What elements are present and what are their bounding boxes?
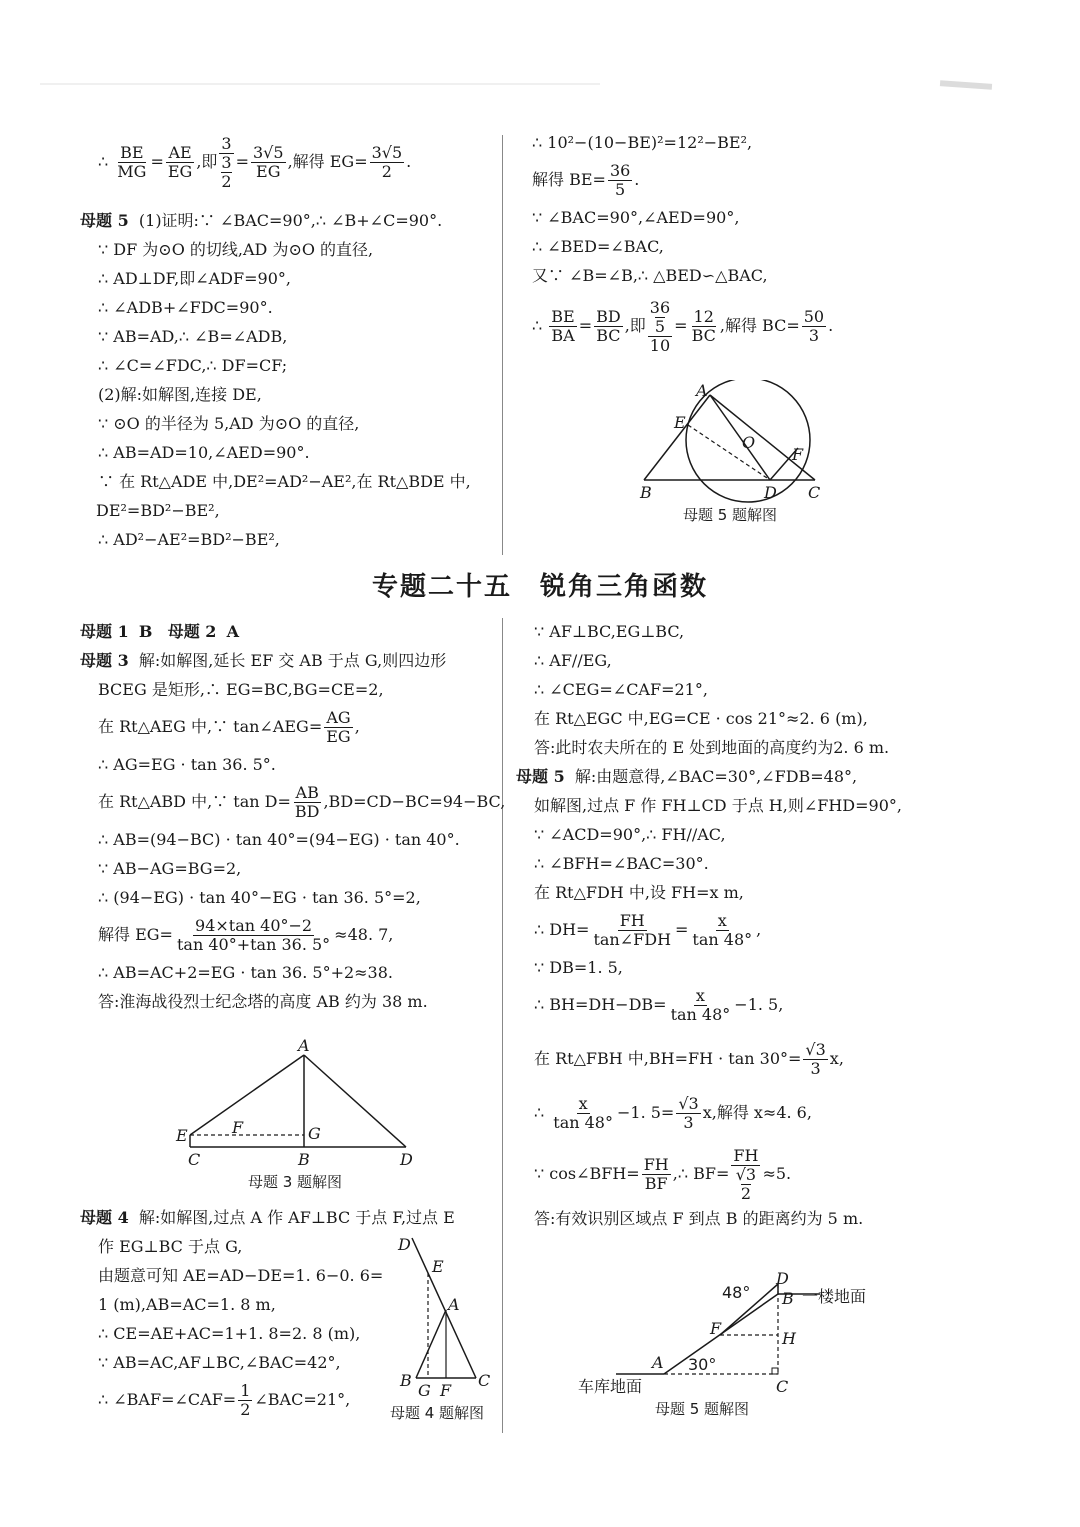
label-c: C <box>776 1377 789 1396</box>
text-line: ∵ DB=1. 5, <box>534 958 623 977</box>
text-line: 如解图,过点 F 作 FH⊥CD 于点 H,则∠FHD=90°, <box>534 796 902 815</box>
fraction: $\frac{BE}{MG}$ <box>117 143 147 181</box>
problem-5-heading: 母题 5 解:由题意得,∠BAC=30°,∠FDB=48°, <box>516 767 858 786</box>
label-a: A <box>448 1295 460 1314</box>
text-line: 由题意可知 AE=AD−DE=1. 6−0. 6= <box>98 1266 384 1285</box>
label-d: D <box>764 483 777 502</box>
text-line: ∴ ∠CEG=∠CAF=21°, <box>534 680 708 699</box>
text-line: ∵ DF 为⊙O 的切线,AD 为⊙O 的直径, <box>98 240 374 259</box>
label-b: B <box>298 1150 310 1169</box>
text-line: ∴ AD⊥DF,即∠ADF=90°, <box>98 269 291 288</box>
label-d: D <box>398 1235 411 1254</box>
label-d: D <box>400 1150 413 1169</box>
text-line: ∴ DH= $\frac{FH}{\text{tan∠FDH}}$ = $\frac{x}{\tan 48^\circ}$ , <box>534 911 762 949</box>
fraction: $\frac{AG}{EG}$ <box>326 708 351 746</box>
problem-4-heading: 母题 4 解:如解图,过点 A 作 AF⊥BC 于点 F,过点 E <box>80 1208 455 1227</box>
label-h: H <box>782 1329 796 1348</box>
text-line: 在 Rt△AEG 中,∵ tan∠AEG= $\frac{AG}{EG}$ , <box>98 708 360 746</box>
fraction: $\frac{FH}{\text{tan∠FDH}}$ <box>593 911 672 949</box>
section-title: 专题二十五 锐角三角函数 <box>371 572 708 602</box>
text-line: ∴ ∠BFH=∠BAC=30°. <box>534 854 709 873</box>
text-line: 答:此时农夫所在的 E 处到地面的高度约为2. 6 m. <box>534 738 890 757</box>
ratio-line: ∴ $\frac{BE}{BA}$ = $\frac{BD}{BC}$ ,即 36 5 10 = $\frac{12}{BC}$ ,解得 BC= $\frac{50}{3}$ . <box>532 297 834 355</box>
fraction: $\frac{3√5}{2}$ <box>371 143 403 181</box>
fraction: $\frac{FH}{BF}$ <box>643 1155 669 1193</box>
label-c: C <box>808 483 821 502</box>
figure-5-ramp <box>572 1270 892 1430</box>
fraction: $\frac{x}{\tan 48^\circ}$ <box>692 911 753 949</box>
label-d: D <box>776 1270 789 1288</box>
fraction: 3 3 2 <box>221 133 232 191</box>
column-divider-top <box>502 135 503 555</box>
label-a: A <box>652 1353 664 1372</box>
fraction: $\frac{3√5}{EG}$ <box>253 143 284 181</box>
text-line: 在 Rt△ABD 中,∵ tan D= $\frac{AB}{BD}$ ,BD=CD−BC=94−BC, <box>98 783 506 821</box>
text-line: ∵ AB−AG=BG=2, <box>98 859 242 878</box>
column-divider-bottom <box>502 618 503 1433</box>
top-left-column <box>80 132 495 554</box>
answers-1-2: 母题 1 B 母题 2 A <box>80 622 239 641</box>
text-line: BCEG 是矩形,∴ EG=BC,BG=CE=2, <box>98 680 384 699</box>
label-f: F <box>440 1381 452 1400</box>
label-a: A <box>298 1036 310 1055</box>
text-line: 1 (m),AB=AC=1. 8 m, <box>98 1295 276 1314</box>
fraction: FH √3 2 <box>733 1145 759 1203</box>
text-line: ∴ ∠C=∠FDC,∴ DF=CF; <box>98 356 288 375</box>
text-line: ∴ ∠BAF=∠CAF= $\frac{1}{2}$ ∠BAC=21°, <box>98 1381 351 1419</box>
scan-corner-mark <box>940 80 992 90</box>
top-right-column <box>532 128 1032 356</box>
text-line: ∴ AB=(94−BC) · tan 40°=(94−EG) · tan 40°. <box>98 830 460 849</box>
label-b: B <box>640 483 652 502</box>
fraction: 36 5 10 <box>649 297 671 355</box>
fraction: $\frac{50}{3}$ <box>803 307 825 345</box>
text-line: ∵ AB=AD,∴ ∠B=∠ADB, <box>98 327 288 346</box>
figure-5-ramp-diagram <box>572 1270 892 1400</box>
label-f: F <box>792 445 804 464</box>
label-o: O <box>742 433 756 452</box>
angle-48-label: 48° <box>722 1283 751 1302</box>
figure-4-triangle <box>378 1228 496 1428</box>
label-e: E <box>176 1126 188 1145</box>
text-line: ∴ AB=AD=10,∠AED=90°. <box>98 443 310 462</box>
label-c: C <box>478 1371 491 1390</box>
text-line: 答:淮海战役烈士纪念塔的高度 AB 约为 38 m. <box>98 992 428 1011</box>
text-line: 答:有效识别区域点 F 到点 B 的距离约为 5 m. <box>534 1209 864 1228</box>
text-line: (2)解:如解图,连接 DE, <box>98 385 262 404</box>
text-line: ∵ AF⊥BC,EG⊥BC, <box>534 622 685 641</box>
text-line: ∴ BH=DH−DB= $\frac{x}{\tan 48^\circ}$ −1. 5, <box>534 986 784 1024</box>
text-line: ∴ (94−EG) · tan 40°−EG · tan 36. 5°=2, <box>98 888 421 907</box>
figure-5-circle <box>630 380 830 530</box>
figure-caption: 母题 3 题解图 <box>247 1173 343 1191</box>
label-g: G <box>418 1381 431 1400</box>
figure-caption: 母题 4 题解图 <box>389 1404 485 1422</box>
first-floor-label: 一楼地面 <box>802 1287 867 1306</box>
fraction: $\frac{x}{\tan 48^\circ}$ <box>553 1094 613 1132</box>
ratio-line: ∴ $\frac{BE}{MG}$ = $\frac{AE}{EG}$ ,即 3 3 2 = $\frac{3√5}{EG}$ ,解得 EG= $\frac{3√5}{2}$ . <box>98 133 412 191</box>
text-line: DE²=BD²−BE², <box>96 501 220 520</box>
fraction: $\frac{√3}{3}$ <box>678 1094 699 1132</box>
label-b: B <box>400 1371 412 1390</box>
fraction: $\frac{√3}{3}$ <box>805 1040 826 1078</box>
text-line: ∵ ⊙O 的半径为 5,AD 为⊙O 的直径, <box>98 414 360 433</box>
text-line: ∴ 10²−(10−BE)²=12²−BE², <box>532 133 753 152</box>
text-line: ∴ AD²−AE²=BD²−BE², <box>98 530 280 549</box>
label-a: A <box>696 381 708 400</box>
problem-3-heading: 母题 3 解:如解图,延长 EF 交 AB 于点 G,则四边形 <box>80 651 447 670</box>
fraction: $\frac{BE}{BA}$ <box>551 307 575 345</box>
bottom-right-column <box>516 617 1046 1233</box>
fraction: $\frac{36}{5}$ <box>609 161 631 199</box>
text-line: ∵ ∠BAC=90°,∠AED=90°, <box>532 208 740 227</box>
figure-3-triangle <box>170 1035 420 1195</box>
garage-floor-label: 车库地面 <box>578 1377 643 1396</box>
fraction: $\frac{AB}{BD}$ <box>294 783 320 821</box>
text-line: 在 Rt△FBH 中,BH=FH · tan 30°= $\frac{√3}{3}$ x, <box>534 1040 844 1078</box>
label-e: E <box>432 1257 444 1276</box>
figure-5-circle-diagram <box>630 380 830 505</box>
text-line: ∵ cos∠BFH= $\frac{FH}{BF}$ ,∴ BF= FH √3 2 ≈5. <box>534 1145 792 1203</box>
fraction: $\frac{94\times\tan 40^\circ-2}{\tan 40^\circ+\tan 36. 5^\circ}$ <box>176 916 331 954</box>
figure-3-diagram <box>170 1035 420 1170</box>
text-line: ∴ ∠ADB+∠FDC=90°. <box>98 298 273 317</box>
label-b: B <box>782 1289 794 1308</box>
text-line: ∴ AB=AC+2=EG · tan 36. 5°+2≈38. <box>98 963 393 982</box>
text-line: ∴ ∠BED=∠BAC, <box>532 237 664 256</box>
text-line: ∴ AF//EG, <box>534 651 612 670</box>
fraction: $\frac{1}{2}$ <box>240 1381 251 1419</box>
text-line: 在 Rt△FDH 中,设 FH=x m, <box>534 883 744 902</box>
label-c: C <box>188 1150 201 1169</box>
label-g: G <box>308 1124 321 1143</box>
figure-caption: 母题 5 题解图 <box>654 1400 750 1418</box>
text-line: ∵ 在 Rt△ADE 中,DE²=AD²−AE²,在 Rt△BDE 中, <box>98 472 471 491</box>
fraction: $\frac{12}{BC}$ <box>691 307 716 345</box>
text-line: ∴ $\frac{x}{\tan 48^\circ}$ −1. 5= $\frac{√3}{3}$ x,解得 x≈4. 6, <box>534 1094 812 1132</box>
problem-5-heading: 母题 5 (1)证明:∵ ∠BAC=90°,∴ ∠B+∠C=90°. <box>80 211 443 230</box>
text-line: 作 EG⊥BC 于点 G, <box>98 1237 243 1256</box>
fraction: $\frac{x}{\tan 48^\circ}$ <box>670 986 731 1024</box>
label-f: F <box>710 1319 722 1338</box>
bottom-left-column <box>80 617 506 1016</box>
text-line: ∵ AB=AC,AF⊥BC,∠BAC=42°, <box>98 1353 341 1372</box>
fraction: $\frac{BD}{BC}$ <box>596 307 621 345</box>
label-e: E <box>674 413 686 432</box>
scan-edge-line <box>40 83 600 85</box>
text-line: 在 Rt△EGC 中,EG=CE · cos 21°≈2. 6 (m), <box>534 709 868 728</box>
text-line: ∵ ∠ACD=90°,∴ FH//AC, <box>534 825 726 844</box>
figure-caption: 母题 5 题解图 <box>682 506 778 524</box>
text-line: 解得 EG= $\frac{94\times\tan 40^\circ-2}{\tan 40^\circ+\tan 36. 5^\circ}$ ≈48. 7, <box>98 916 394 954</box>
text-line: ∴ AG=EG · tan 36. 5°. <box>98 755 276 774</box>
label-f: F <box>232 1118 244 1137</box>
be-result-line: 解得 BE= $\frac{36}{5}$ . <box>532 161 640 199</box>
text-line: 又∵ ∠B=∠B,∴ △BED∽△BAC, <box>532 266 768 285</box>
text-line: ∴ CE=AE+AC=1+1. 8=2. 8 (m), <box>98 1324 361 1343</box>
fraction: $\frac{AE}{EG}$ <box>167 143 193 181</box>
angle-30-label: 30° <box>688 1355 717 1374</box>
figure-4-diagram <box>378 1228 496 1406</box>
